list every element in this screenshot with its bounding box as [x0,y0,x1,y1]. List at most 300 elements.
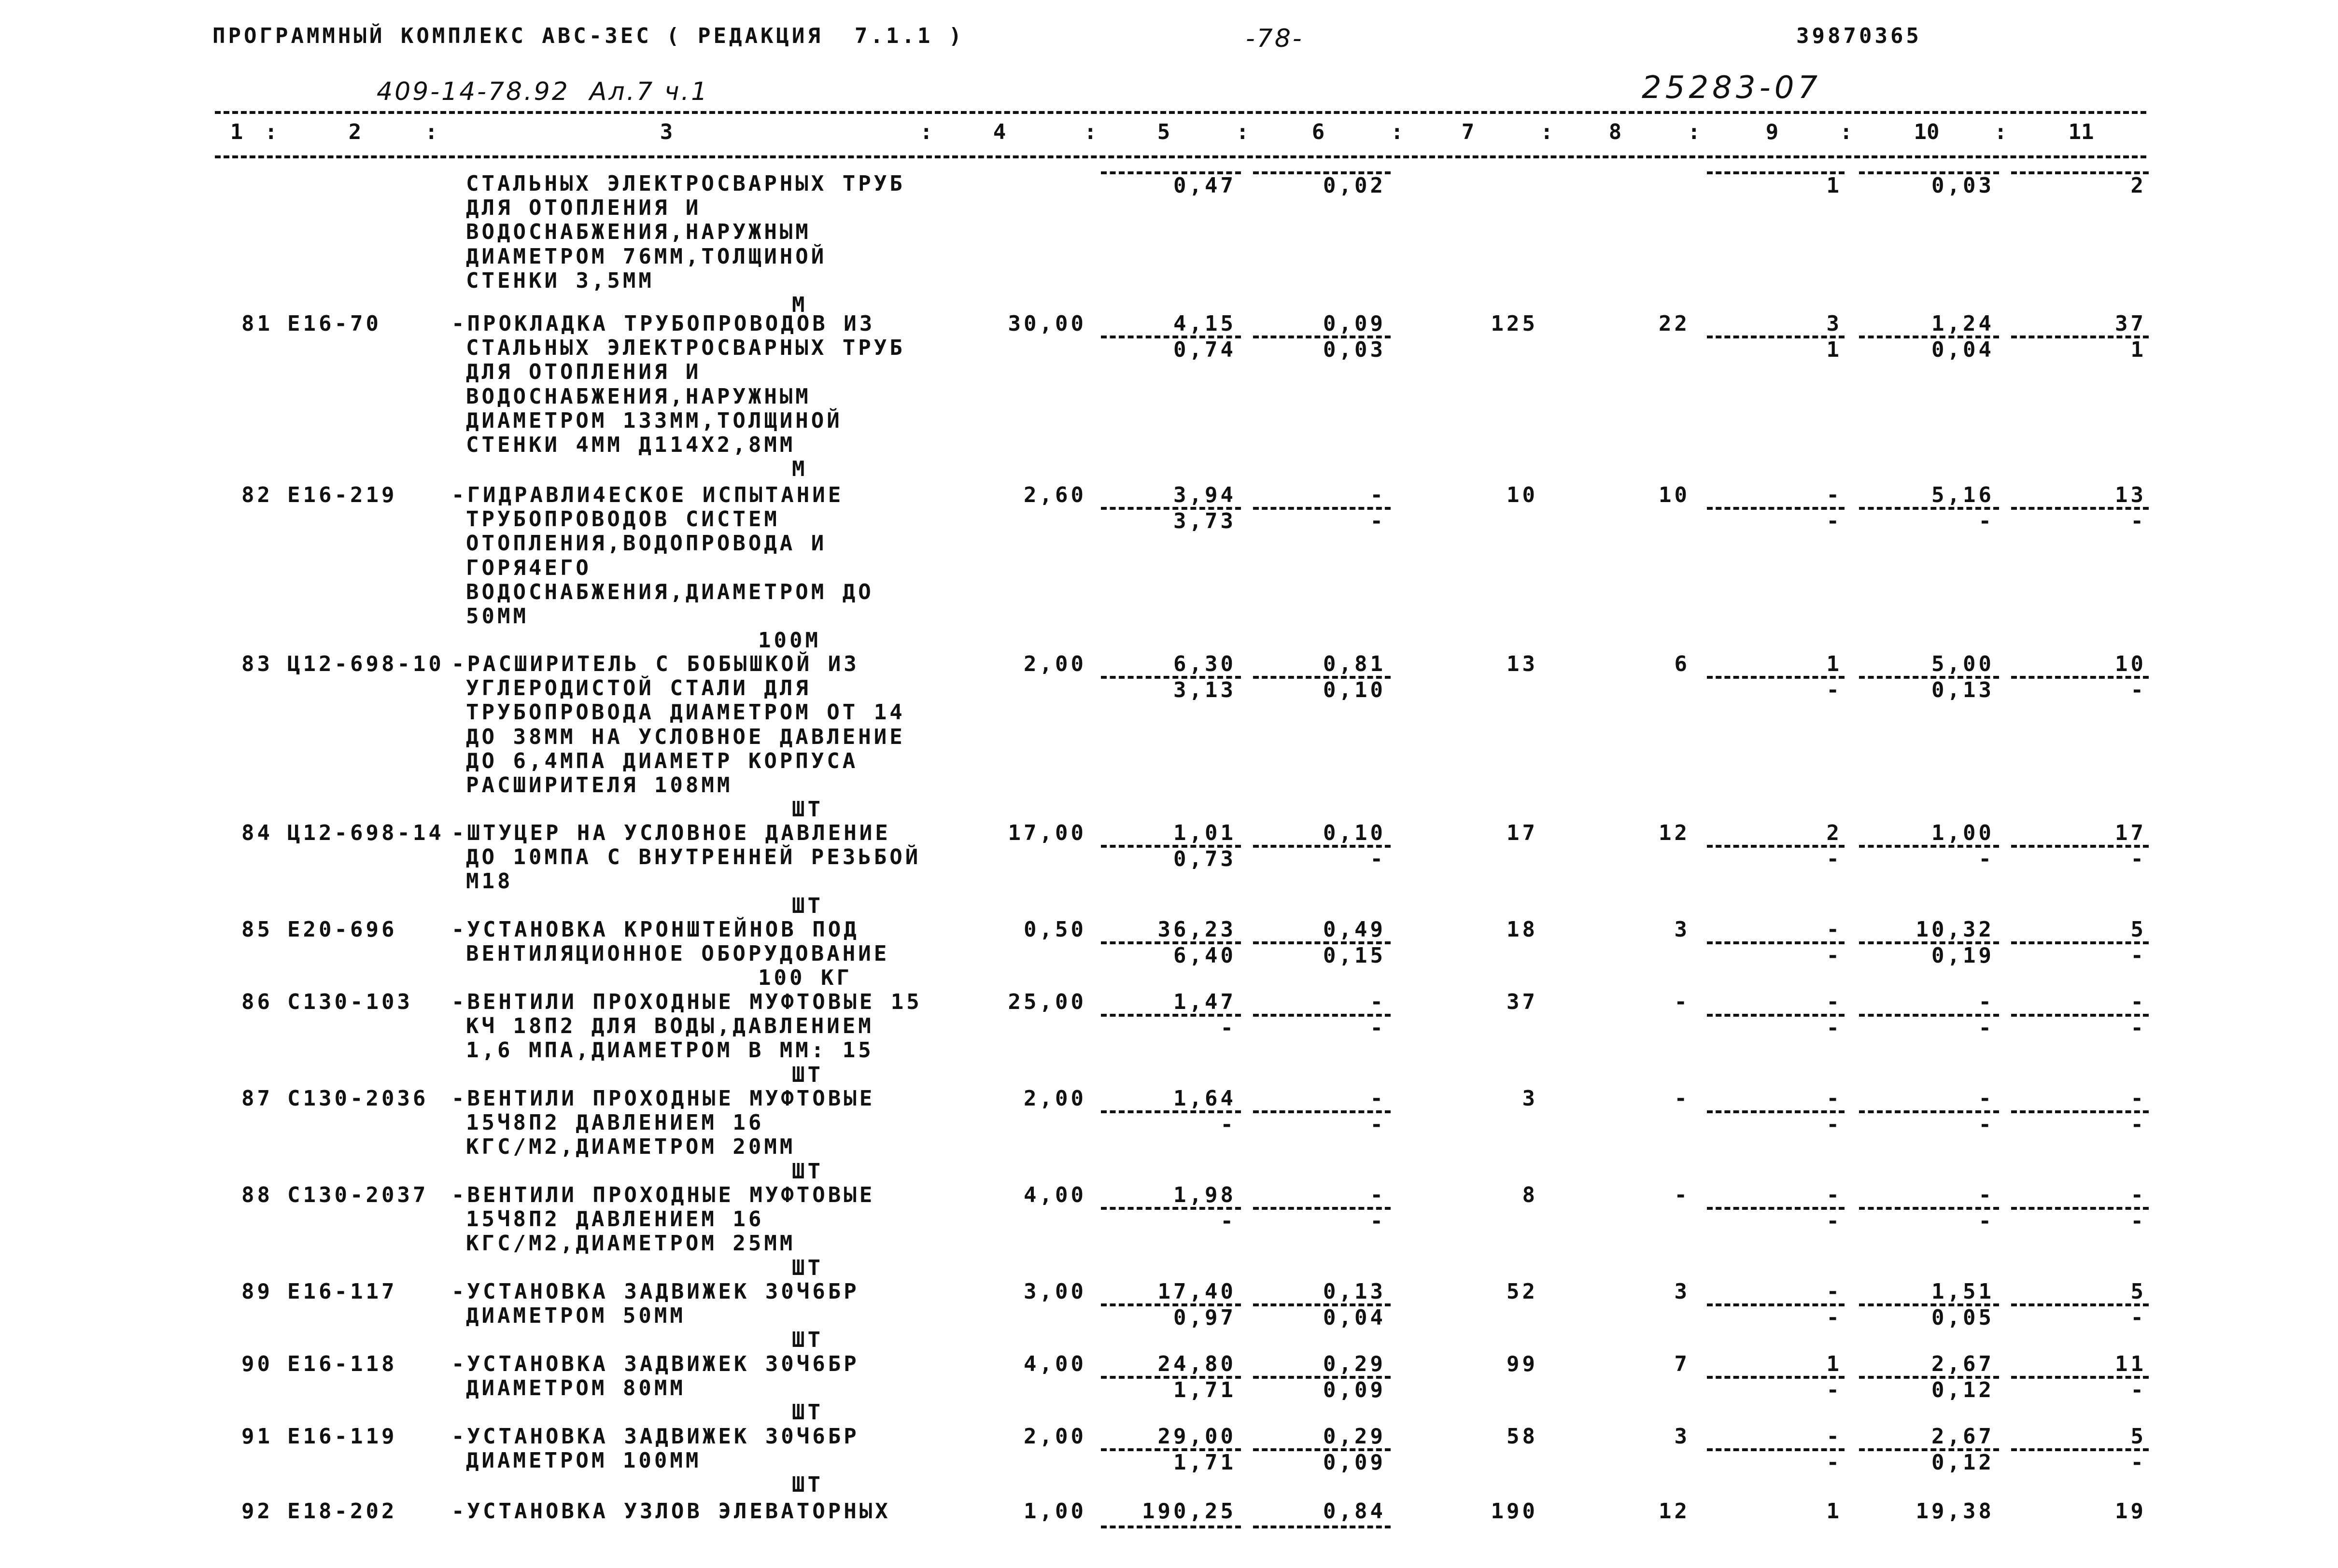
cell-divider [1707,336,1845,338]
value-c5: 4,15 [1173,311,1236,336]
value-c5-secondary: 3,73 [1173,509,1236,534]
cell-divider [1859,1448,1999,1451]
cell-divider [1707,1110,1845,1113]
row-number: 81 [241,311,273,336]
value-c4: 0,50 [1024,917,1086,942]
value-c6: - [1370,1183,1386,1207]
cell-divider [2011,171,2149,174]
value-c11-secondary: - [2130,1112,2146,1137]
value-c5-secondary: 0,97 [1173,1305,1236,1330]
description-line: ШТ [792,1062,823,1087]
row-code: С130-2037 [287,1183,429,1207]
column-number: 1 [230,120,243,144]
value-c7: 17 [1507,821,1538,845]
description-line: -УСТАНОВКА ЗАДВИЖЕК 30Ч6БР [451,1279,859,1304]
cell-divider [1707,676,1845,679]
value-c6: 0,13 [1323,1279,1386,1304]
value-c9-secondary: - [1826,1112,1842,1137]
description-line: ВОДОСНАБЖЕНИЯ,НАРУЖНЫМ [466,384,811,409]
description-line: ВОДОСНАБЖЕНИЯ,ДИАМЕТРОМ ДО [466,579,874,604]
cell-divider [1707,941,1845,944]
value-c10: - [1978,990,1994,1014]
value-c4: 4,00 [1024,1352,1086,1376]
description-line: ДО 10МПА С ВНУТРЕННЕЙ РЕЗЬБОЙ [466,845,921,870]
row-code: Е16-117 [287,1279,397,1304]
value-c11-secondary: - [2130,847,2146,872]
cell-divider [1253,507,1391,510]
cell-divider [1859,1110,1999,1113]
description-line: ТРУБОПРОВОДОВ СИСТЕМ [466,507,780,532]
cell-divider [1253,1303,1391,1306]
description-line: РАСШИРИТЕЛЯ 108ММ [466,773,733,798]
value-c6-secondary: 0,03 [1323,337,1386,363]
value-c8: 12 [1659,1499,1690,1524]
value-c5-secondary: - [1220,1016,1236,1041]
cell-divider [1707,1448,1845,1451]
description-line: -УСТАНОВКА УЗЛОВ ЭЛЕВАТОРНЫХ [451,1499,891,1524]
value-c9: 1 [1826,1352,1842,1376]
value-c8: 3 [1674,1279,1690,1304]
value-c8: 22 [1659,311,1690,336]
value-c10-secondary: - [1978,847,1994,872]
cell-divider [1253,941,1391,944]
cell-divider [1253,1207,1391,1210]
column-separator: : [425,120,438,144]
row-number: 82 [241,483,273,507]
row-number: 89 [241,1279,273,1304]
value-c5-secondary: 1,71 [1173,1378,1236,1403]
value-c11: 13 [2115,483,2146,507]
description-line: М [792,293,808,317]
value-c10: 1,24 [1931,311,1994,336]
value-c9-secondary: - [1826,1378,1842,1403]
description-line: КГС/М2,ДИАМЕТРОМ 25ММ [466,1231,796,1256]
row-number: 86 [241,990,273,1014]
column-separator: : [1994,120,2007,144]
value-c10-secondary: - [1978,1209,1994,1234]
header-rule-top [215,111,2146,114]
value-c6-secondary: - [1370,1209,1386,1234]
value-c9: - [1826,483,1842,507]
cell-divider [1253,1448,1391,1451]
value-c9-secondary: - [1826,847,1842,872]
cell-divider [1859,1376,1999,1379]
value-c6: 0,10 [1323,821,1386,845]
value-c11-secondary: - [2130,1378,2146,1403]
cell-divider [1859,171,1999,174]
value-c10-secondary: - [1978,1016,1994,1041]
description-line: ГОРЯ4ЕГО [466,555,592,580]
value-c11-secondary: - [2130,1209,2146,1234]
value-c5-secondary: 6,40 [1173,943,1236,968]
cell-divider [1101,1207,1241,1210]
row-code: Е20-696 [287,917,397,942]
row-code: С130-103 [287,990,413,1014]
cell-divider [1707,1303,1845,1306]
column-separator: : [265,120,278,144]
cell-divider [2011,1207,2149,1210]
value-c11: 5 [2130,1279,2146,1304]
value-c10-secondary: - [1978,1112,1994,1137]
description-line: 15Ч8П2 ДАВЛЕНИЕМ 16 [466,1207,764,1232]
row-code: Ц12-698-14 [287,821,444,845]
value-c9-secondary: 1 [1826,173,1842,198]
column-number: 3 [660,120,673,144]
cell-divider [1101,507,1241,510]
value-c10-secondary: 0,13 [1931,678,1994,703]
value-c10-secondary: 0,05 [1931,1305,1994,1330]
value-c10: 5,16 [1931,483,1994,507]
cell-divider [1101,171,1241,174]
row-number: 91 [241,1424,273,1449]
value-c6-secondary: 0,09 [1323,1378,1386,1403]
value-c6: 0,29 [1323,1424,1386,1449]
description-line: ДО 38ММ НА УСЛОВНОЕ ДАВЛЕНИЕ [466,724,905,749]
value-c5-secondary: 0,47 [1173,173,1236,198]
cell-divider [2011,845,2149,848]
cell-divider [1253,1110,1391,1113]
cell-divider [1859,336,1999,338]
column-number: 2 [348,120,362,144]
value-c10: 1,00 [1931,821,1994,845]
description-line: -ВЕНТИЛИ ПРОХОДНЫЕ МУФТОВЫЕ 15 [451,990,922,1014]
description-line: УГЛЕРОДИСТОЙ СТАЛИ ДЛЯ [466,676,811,701]
description-line: М18 [466,869,513,894]
description-line: ШТ [792,1400,823,1425]
value-c6-secondary: 0,09 [1323,1450,1386,1475]
description-line: КГС/М2,ДИАМЕТРОМ 20ММ [466,1134,796,1160]
description-line: -РАСШИРИТЕЛЬ С БОБЫШКОЙ ИЗ [451,652,859,676]
value-c7: 37 [1507,990,1538,1014]
cell-divider [2011,1303,2149,1306]
value-c5-secondary: 1,71 [1173,1450,1236,1475]
cell-divider [1101,1376,1241,1379]
value-c11-secondary: - [2130,1305,2146,1330]
value-c7: 13 [1507,652,1538,676]
description-line: ДО 6,4МПА ДИАМЕТР КОРПУСА [466,748,859,773]
description-line: ШТ [792,1328,823,1353]
value-c4: 2,60 [1024,483,1086,507]
description-line: КЧ 18П2 ДЛЯ ВОДЫ,ДАВЛЕНИЕМ [466,1014,874,1039]
value-c11: 17 [2115,821,2146,845]
cell-divider [1253,1376,1391,1379]
description-line: ДИАМЕТРОМ 133ММ,ТОЛЩИНОЙ [466,408,843,433]
value-c9: 3 [1826,311,1842,336]
column-number: 10 [1914,120,1940,144]
value-c11: - [2130,990,2146,1014]
program-title: ПРОГРАММНЫЙ КОМПЛЕКС АВС-3ЕС [212,24,652,48]
cell-divider [1101,1526,1241,1528]
value-c9: - [1826,1183,1842,1207]
value-c8: 6 [1674,652,1690,676]
value-c9: 1 [1826,1499,1842,1524]
row-code: Е16-118 [287,1352,397,1376]
value-c9-secondary: - [1826,1450,1842,1475]
value-c10: - [1978,1086,1994,1111]
value-c5: 24,80 [1157,1352,1236,1376]
value-c10: 2,67 [1931,1352,1994,1376]
value-c6-secondary: - [1370,847,1386,872]
value-c9: - [1826,990,1842,1014]
description-line: ДИАМЕТРОМ 100ММ [466,1448,702,1473]
cell-divider [1253,171,1391,174]
cell-divider [1707,1376,1845,1379]
description-line: -УСТАНОВКА КРОНШТЕЙНОВ ПОД [451,917,859,942]
value-c6: 0,84 [1323,1499,1386,1524]
value-c10-secondary: 0,04 [1931,337,1994,363]
value-c8: - [1674,1183,1690,1207]
cell-divider [1707,171,1845,174]
column-number: 5 [1157,120,1170,144]
cell-divider [1707,845,1845,848]
description-line: -ВЕНТИЛИ ПРОХОДНЫЕ МУФТОВЫЕ [451,1183,875,1207]
value-c10: 19,38 [1915,1499,1994,1524]
description-line: -УСТАНОВКА ЗАДВИЖЕК 30Ч6БР [451,1424,859,1449]
cell-divider [1101,1303,1241,1306]
cell-divider [1859,941,1999,944]
cell-divider [2011,676,2149,679]
value-c10-secondary: 0,19 [1931,943,1994,968]
row-code: Е16-119 [287,1424,397,1449]
handwritten-reference-right: 25283-07 [1642,70,1822,106]
cell-divider [1859,676,1999,679]
value-c6: 0,49 [1323,917,1386,942]
description-line: -ВЕНТИЛИ ПРОХОДНЫЕ МУФТОВЫЕ [451,1086,875,1111]
value-c9: - [1826,1279,1842,1304]
header-rule-bottom [215,155,2146,158]
row-code: Е16-219 [287,483,397,507]
value-c9-secondary: - [1826,1305,1842,1330]
row-code: С130-2036 [287,1086,429,1111]
value-c10-secondary: 0,12 [1931,1450,1994,1475]
column-number: 6 [1311,120,1325,144]
value-c10-secondary: 0,03 [1931,173,1994,198]
value-c11-secondary: - [2130,1016,2146,1041]
column-separator: : [1688,120,1701,144]
description-line: ОТОПЛЕНИЯ,ВОДОПРОВОДА И [466,531,827,556]
cell-divider [1253,1526,1391,1528]
cell-divider [2011,941,2149,944]
row-number: 92 [241,1499,273,1524]
value-c8: 3 [1674,917,1690,942]
description-line: -ГИДРАВЛИ4ЕСКОЕ ИСПЫТАНИЕ [451,483,844,507]
value-c5-secondary: 0,73 [1173,847,1236,872]
value-c10: 1,51 [1931,1279,1994,1304]
cell-divider [1253,676,1391,679]
value-c7: 10 [1507,483,1538,507]
value-c9-secondary: - [1826,1016,1842,1041]
value-c11: 11 [2115,1352,2146,1376]
column-separator: : [920,120,933,144]
value-c8: 3 [1674,1424,1690,1449]
cell-divider [1253,336,1391,338]
value-c6-secondary: 0,04 [1323,1305,1386,1330]
cell-divider [1859,1014,1999,1017]
description-line: -ПРОКЛАДКА ТРУБОПРОВОДОВ ИЗ [451,311,875,336]
value-c5-secondary: - [1220,1209,1236,1234]
description-line: 100М [758,628,821,653]
value-c4: 4,00 [1024,1183,1086,1207]
value-c9-secondary: - [1826,943,1842,968]
value-c10: 2,67 [1931,1424,1994,1449]
value-c8: 10 [1659,483,1690,507]
value-c4: 25,00 [1008,990,1086,1014]
row-number: 87 [241,1086,273,1111]
value-c11: - [2130,1086,2146,1111]
value-c9-secondary: 1 [1826,337,1842,363]
cell-divider [1707,1207,1845,1210]
row-number: 84 [241,821,273,845]
cell-divider [1253,845,1391,848]
value-c11-secondary: 1 [2130,337,2146,363]
value-c11: 10 [2115,652,2146,676]
cell-divider [2011,507,2149,510]
value-c7: 190 [1491,1499,1538,1524]
value-c5: 36,23 [1157,917,1236,942]
value-c5: 6,30 [1173,652,1236,676]
value-c11: 37 [2115,311,2146,336]
cell-divider [2011,336,2149,338]
value-c5: 1,47 [1173,990,1236,1014]
value-c11: - [2130,1183,2146,1207]
value-c11-secondary: - [2130,678,2146,703]
value-c4: 1,00 [1024,1499,1086,1524]
value-c5-secondary: 3,13 [1173,678,1236,703]
description-line: ШТ [792,893,823,918]
value-c6: 0,09 [1323,311,1386,336]
description-line: ДИАМЕТРОМ 76ММ,ТОЛЩИНОЙ [466,244,827,269]
value-c6: - [1370,1086,1386,1111]
column-number: 11 [2068,120,2094,144]
description-line: 100 КГ [758,966,852,991]
cell-divider [1707,1014,1845,1017]
value-c4: 2,00 [1024,1086,1086,1111]
value-c7: 52 [1507,1279,1538,1304]
description-line: ВЕНТИЛЯЦИОННОЕ ОБОРУДОВАНИЕ [466,941,890,966]
value-c6-secondary: - [1370,1016,1386,1041]
description-line: ДЛЯ ОТОПЛЕНИЯ И [466,360,702,385]
description-line: ДИАМЕТРОМ 50ММ [466,1303,686,1329]
cell-divider [1101,941,1241,944]
row-code: Е18-202 [287,1499,397,1524]
column-separator: : [1084,120,1097,144]
description-line: М [792,457,808,482]
description-line: ШТ [792,797,823,822]
description-line: ШТ [792,1255,823,1280]
description-line: ТРУБОПРОВОДА ДИАМЕТРОМ ОТ 14 [466,700,905,725]
value-c7: 3 [1522,1086,1538,1111]
value-c5: 1,64 [1173,1086,1236,1111]
column-number: 8 [1608,120,1622,144]
cell-divider [1253,1014,1391,1017]
value-c9: - [1826,1086,1842,1111]
value-c8: 12 [1659,821,1690,845]
cell-divider [1101,336,1241,338]
value-c4: 2,00 [1024,652,1086,676]
description-line: -УСТАНОВКА ЗАДВИЖЕК 30Ч6БР [451,1352,859,1376]
value-c11-secondary: 2 [2130,173,2146,198]
cell-divider [1859,845,1999,848]
cell-divider [1101,845,1241,848]
value-c6: - [1370,990,1386,1014]
value-c7: 99 [1507,1352,1538,1376]
description-line: ШТ [792,1159,823,1184]
page-number: -78- [1246,24,1304,53]
value-c4: 3,00 [1024,1279,1086,1304]
value-c9-secondary: - [1826,1209,1842,1234]
row-code: Ц12-698-10 [287,652,444,676]
row-number: 90 [241,1352,273,1376]
cell-divider [1101,1110,1241,1113]
handwritten-reference-left: 409-14-78.92 Ал.7 ч.1 [377,77,709,106]
value-c11-secondary: - [2130,1450,2146,1475]
value-c5-secondary: - [1220,1112,1236,1137]
row-number: 88 [241,1183,273,1207]
value-c4: 2,00 [1024,1424,1086,1449]
value-c5: 190,25 [1142,1499,1236,1524]
value-c9: 2 [1826,821,1842,845]
column-separator: : [1540,120,1553,144]
description-line: 15Ч8П2 ДАВЛЕНИЕМ 16 [466,1110,764,1135]
cell-divider [1101,1014,1241,1017]
document-code: 39870365 [1796,24,1922,48]
cell-divider [1101,1448,1241,1451]
value-c4: 30,00 [1008,311,1086,336]
value-c8: 7 [1674,1352,1690,1376]
value-c8: - [1674,1086,1690,1111]
cell-divider [2011,1110,2149,1113]
description-line: -ШТУЦЕР НА УСЛОВНОЕ ДАВЛЕНИЕ [451,821,891,845]
cell-divider [1859,1303,1999,1306]
value-c6: 0,81 [1323,652,1386,676]
row-code: Е16-70 [287,311,381,336]
value-c10: 5,00 [1931,652,1994,676]
value-c7: 8 [1522,1183,1538,1207]
value-c10-secondary: - [1978,509,1994,534]
cell-divider [1707,507,1845,510]
value-c10-secondary: 0,12 [1931,1378,1994,1403]
value-c8: - [1674,990,1690,1014]
value-c7: 125 [1491,311,1538,336]
value-c5: 17,40 [1157,1279,1236,1304]
column-separator: : [1236,120,1249,144]
description-line: СТЕНКИ 3,5ММ [466,268,654,293]
value-c5: 1,98 [1173,1183,1236,1207]
value-c9: 1 [1826,652,1842,676]
value-c11-secondary: - [2130,943,2146,968]
column-number: 4 [993,120,1006,144]
row-number: 85 [241,917,273,942]
cell-divider [1101,676,1241,679]
description-line: ШТ [792,1472,823,1498]
column-separator: : [1391,120,1404,144]
value-c11-secondary: - [2130,509,2146,534]
value-c11: 19 [2115,1499,2146,1524]
value-c5: 29,00 [1157,1424,1236,1449]
description-line: ДИАМЕТРОМ 80ММ [466,1376,686,1401]
cell-divider [2011,1376,2149,1379]
value-c11: 5 [2130,917,2146,942]
value-c11: 5 [2130,1424,2146,1449]
value-c5: 1,01 [1173,821,1236,845]
value-c10: - [1978,1183,1994,1207]
description-line: СТАЛЬНЫХ ЭЛЕКТРОСВАРНЫХ ТРУБ [466,336,905,361]
cell-divider [2011,1014,2149,1017]
cell-divider [2011,1448,2149,1451]
description-line: ВОДОСНАБЖЕНИЯ,НАРУЖНЫМ [466,220,811,245]
description-line: СТАЛЬНЫХ ЭЛЕКТРОСВАРНЫХ ТРУБ [466,171,905,196]
value-c10: 10,32 [1915,917,1994,942]
